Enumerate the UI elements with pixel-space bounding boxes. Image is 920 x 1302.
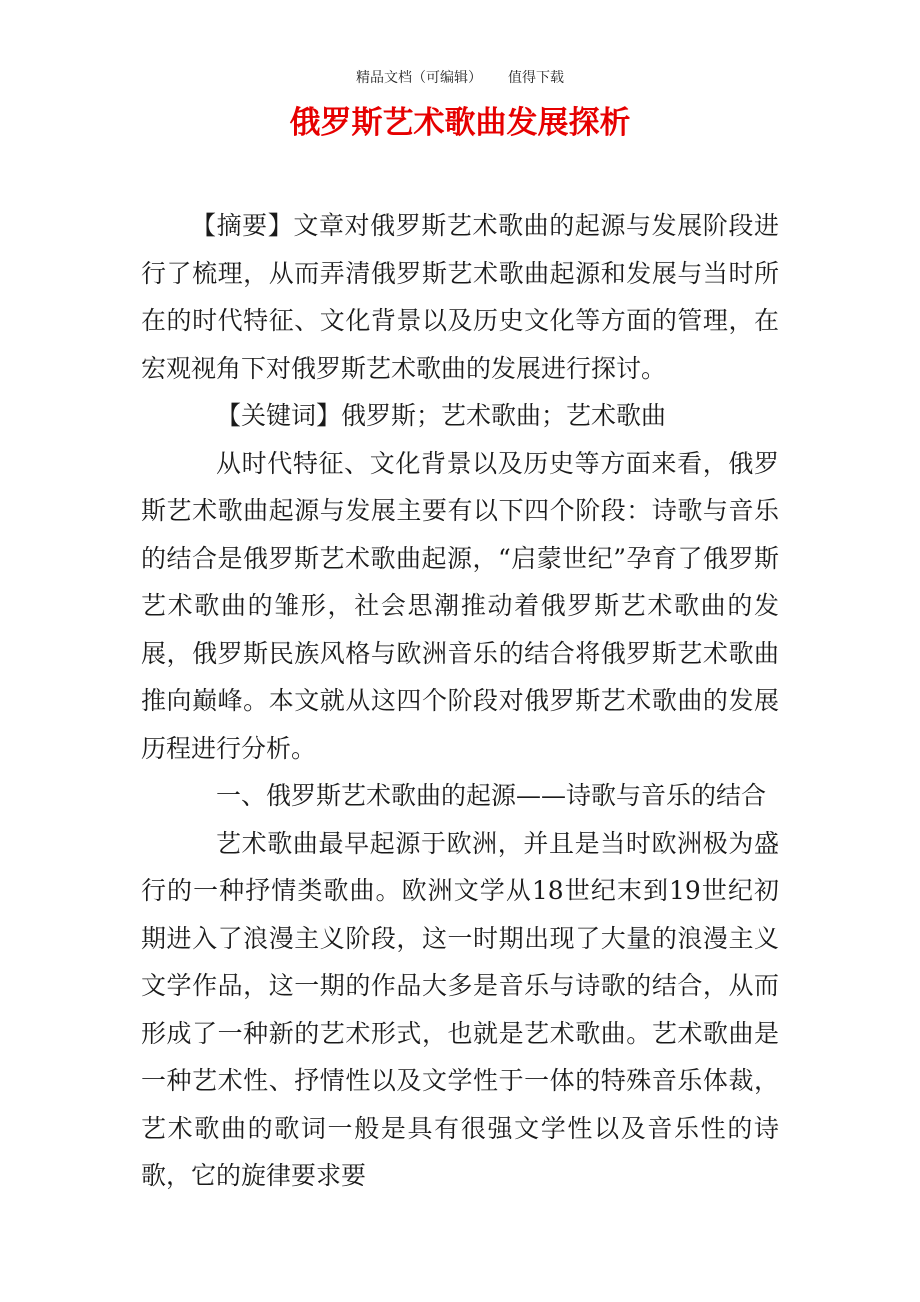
document-body bbox=[141, 202, 779, 1200]
document-title: 俄罗斯艺术歌曲发展探析 bbox=[289, 105, 631, 141]
section-heading: 一、俄罗斯艺术歌曲的起源——诗歌与音乐的结合 bbox=[216, 781, 767, 810]
header-right-text: 值得下载 bbox=[508, 70, 564, 86]
abstract-paragraph: 【摘要】文章对俄罗斯艺术歌曲的起源与发展阶段进行了梳理，从而弄清俄罗斯艺术歌曲起源和发展与当时所在的时代特征、文化背景以及历史文化等方面的管理，在宏观视角下对俄罗斯艺术歌曲的发展进行探讨。 bbox=[141, 211, 779, 383]
page-header bbox=[0, 68, 920, 88]
header-left-text: 精品文档（可编辑） bbox=[356, 70, 482, 86]
keywords-paragraph: 【关键词】俄罗斯；艺术歌曲；艺术歌曲 bbox=[216, 401, 667, 430]
body-paragraph: 艺术歌曲最早起源于欧洲，并且是当时欧洲极为盛行的一种抒情类歌曲。欧洲文学从18世纪末到19世纪初期进入了浪漫主义阶段，这一时期出现了大量的浪漫主义文学作品，这一期的作品大多是音乐与诗歌的结合，从而形成了一种新的艺术形式，也就是艺术歌曲。艺术歌曲是一种艺术性、抒情性以及文学性于一体的特殊音乐体裁，艺术歌曲的歌词一般是具有很强文学性以及音乐性的诗歌，它的旋律要求要 bbox=[141, 828, 779, 1190]
intro-paragraph: 从时代特征、文化背景以及历史等方面来看，俄罗斯艺术歌曲起源与发展主要有以下四个阶段：诗歌与音乐的结合是俄罗斯艺术歌曲起源，“启蒙世纪”孕育了俄罗斯艺术歌曲的雏形，社会思潮推动着俄罗斯艺术歌曲的发展，俄罗斯民族风格与欧洲音乐的结合将俄罗斯艺术歌曲推向巅峰。本文就从这四个阶段对俄罗斯艺术歌曲的发展历程进行分析。 bbox=[141, 448, 779, 763]
